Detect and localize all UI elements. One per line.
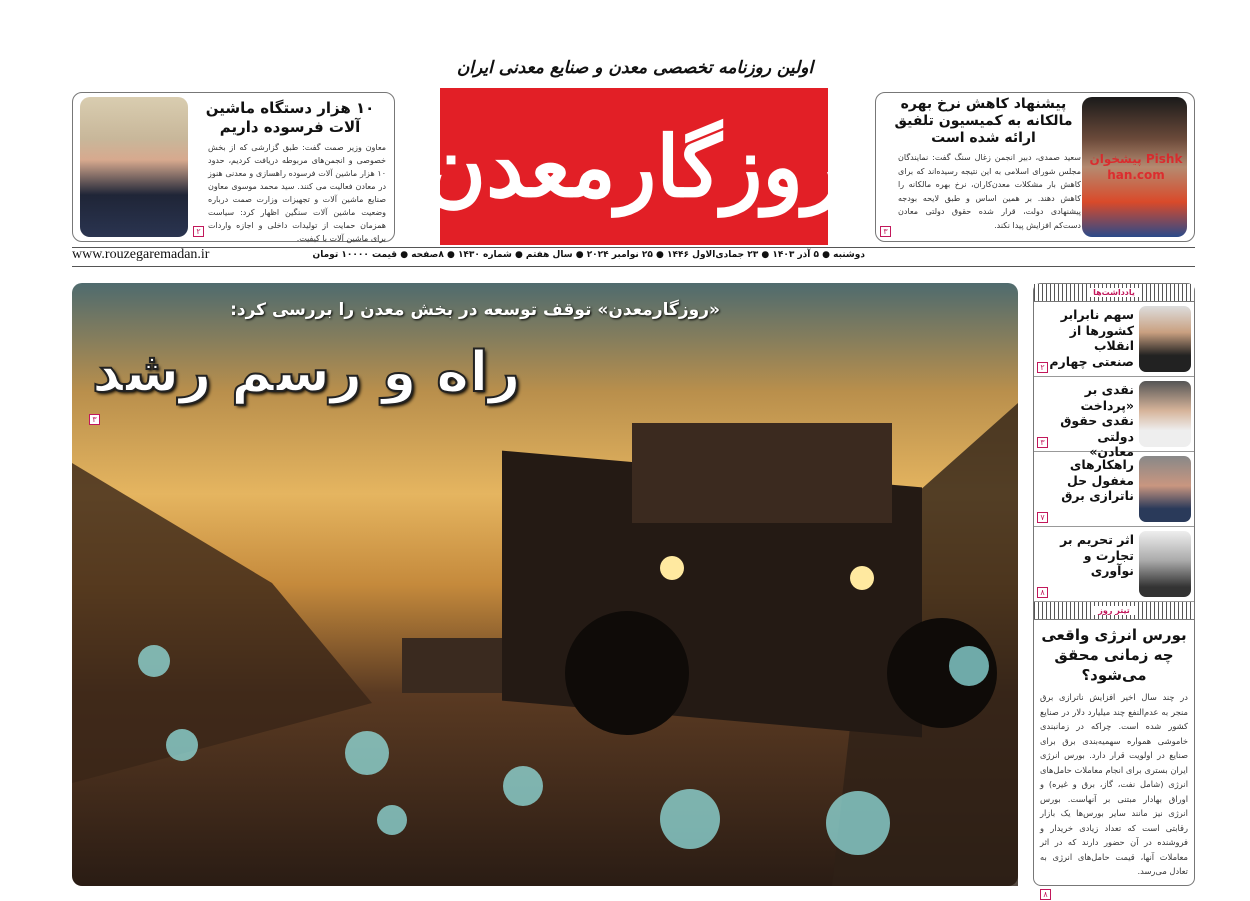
masthead-tagline: اولین روزنامه تخصصی معدن و صنایع معدنی ایران [456, 58, 814, 78]
feature-body: در چند سال اخیر افزایش ناترازی برق منجر به عدم‌النفع چند میلیارد دلار در صنایع کشور شده است. چراکه در زمانبندی خاموشی همواره سهمیه‌بندی برق برای صنایع در اولویت قرار دارد. بورس انرژی ایران بستری برای انجام معاملات حامل‌های انرژی (شامل نفت، گاز، برق و غیره) و اوراق بهادار مبتنی بر آنهاست. بورس انرژی نیز مانند سایر بورس‌ها یک بازار رقابتی است که تعداد زیادی خریدار و فروشنده در آن حضور دارند که در اثر معاملات آنها، قیمت حامل‌های انرژی به تعادل می‌رسد. [1040, 692, 1188, 876]
item-title: سهم نابرابر کشورها از انقلاب صنعتی چهارم [1049, 307, 1134, 369]
header-rule [72, 247, 1195, 248]
item-page[interactable]: ۳ [1037, 437, 1048, 448]
right-story-page[interactable]: ۳ [880, 226, 891, 237]
watermark: پیشخوان Pishkhan.com [1089, 152, 1183, 182]
right-story[interactable] [875, 92, 1195, 242]
hero-page[interactable]: ۳ [89, 414, 100, 425]
left-story-page[interactable]: ۲ [193, 226, 204, 237]
left-story-body: معاون وزیر صمت گفت: طبق گزارشی که از بخش خصوصی و انجمن‌های مربوطه دریافت کردیم، حدود ۱۰ هزار ماشین آلات فرسوده راهسازی و معدنی هنوز در معادن فعالیت می کنند. سید محمد موسوی معاون صنایع ماشین آلات و تجهیزات وزارت صمت درباره وضعیت ماشین آلات سنگین اظهار کرد: سیاست همزمان حمایت از تولیدات داخلی و اجازه واردات برای ماشین آلات با کیفیت. [208, 143, 386, 243]
list-item[interactable] [1034, 527, 1194, 602]
dateline: دوشنبه ● ۵ آذر ۱۴۰۳ ● ۲۳ جمادی‌الاول ۱۴۴۶ ● ۲۵ نوامبر ۲۰۲۴ ● سال هفتم ● شماره ۱۴۳۰ ● ۸صفحه ● قیمت ۱۰۰۰۰ تومان [312, 250, 865, 260]
headline-label: تیتر روز [1092, 606, 1135, 615]
feature-story[interactable] [1034, 620, 1194, 899]
feature-headline: بورس انرژی واقعی چه زمانی محقق می‌شود؟ [1041, 626, 1187, 684]
author-photo [1139, 531, 1191, 597]
hero-kicker: «روزگارمعدن» توقف توسعه در بخش معدن را بررسی کرد: [230, 300, 720, 320]
author-photo [1139, 381, 1191, 447]
item-page[interactable]: ۲ [1037, 362, 1048, 373]
logo-text: روزگارمعدن [424, 116, 844, 216]
left-story[interactable] [72, 92, 395, 242]
notes-strip [1034, 284, 1194, 302]
left-story-photo [80, 97, 188, 237]
sidebar [1033, 283, 1195, 899]
headline-strip [1034, 602, 1194, 620]
item-title: اثر تحریم بر تجارت و نوآوری [1060, 532, 1134, 578]
item-page[interactable]: ۷ [1037, 512, 1048, 523]
list-item[interactable] [1034, 452, 1194, 527]
right-story-headline: پیشنهاد کاهش نرخ بهره مالکانه به کمیسیون تلفیق ارائه شده است [894, 96, 1073, 146]
notes-label: یادداشت‌ها [1087, 288, 1141, 297]
author-photo [1139, 456, 1191, 522]
hero-headline[interactable]: راه و رسم رشد [92, 340, 521, 405]
author-photo [1139, 306, 1191, 372]
list-item[interactable] [1034, 377, 1194, 459]
feature-page[interactable]: ۸ [1040, 889, 1051, 900]
right-story-body: سعید صمدی، دبیر انجمن زغال سنگ گفت: نمایندگان مجلس شورای اسلامی به این نتیجه رسیده‌اند که برای کاهش بار مشکلات معدن‌کاران، نرخ بهره مالکانه را کاهش دهند. بر همین اساس و طبق لایحه بودجه پیشنهادی دولت، قرار شده حقوق دولتی معادن دست‌کم افزایش پیدا نکند. [898, 153, 1081, 230]
item-title: نقدی بر «پرداخت نقدی حقوق دولتی معادن» [1060, 382, 1134, 459]
item-page[interactable]: ۸ [1037, 587, 1048, 598]
item-title: راهکارهای مغفول حل ناترازی برق [1061, 457, 1134, 503]
masthead-logo [424, 88, 844, 245]
list-item[interactable] [1034, 302, 1194, 377]
dateline-rule [72, 266, 1195, 267]
left-story-headline: ۱۰ هزار دستگاه ماشین آلات فرسوده داریم [205, 99, 375, 136]
website-url[interactable]: www.rouzegaremadan.ir [72, 247, 210, 262]
